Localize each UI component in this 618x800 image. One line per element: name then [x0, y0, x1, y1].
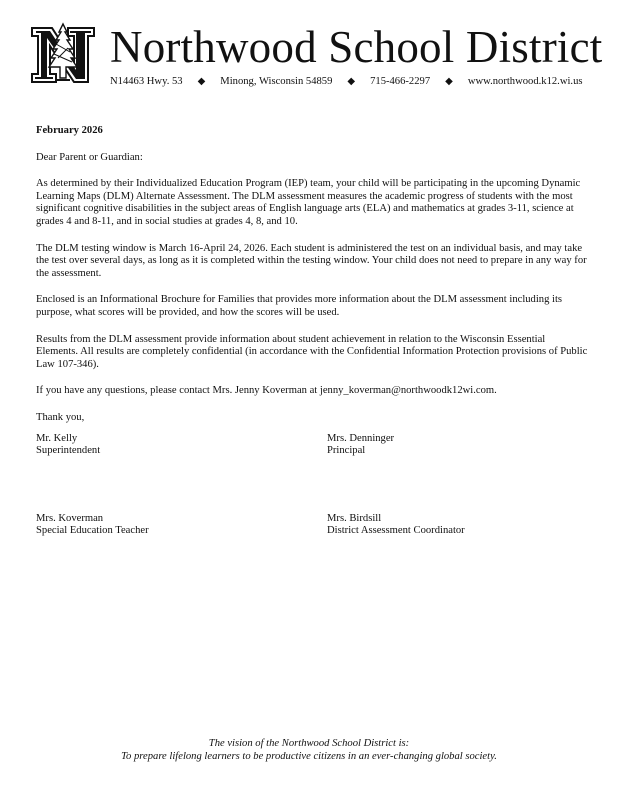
diamond-separator-icon: ◆	[445, 76, 453, 87]
address-line	[110, 76, 583, 87]
vision-statement	[0, 737, 618, 763]
street-address: N14463 Hwy. 53	[110, 76, 183, 87]
signer-name: Mrs. Birdsill	[327, 513, 382, 524]
signature-block	[327, 513, 465, 538]
vision-heading: The vision of the Northwood School District is:	[208, 738, 410, 749]
website-link[interactable]: www.northwood.k12.wi.us	[467, 76, 583, 87]
salutation: Dear Parent or Guardian:	[36, 151, 143, 163]
signature-block	[327, 433, 394, 458]
signer-title: Principal	[327, 445, 366, 457]
closing: Thank you,	[36, 411, 85, 423]
paragraph-results: Results from the DLM assessment provide information about student achievement in relation to the Wisconsin Essential Elements. All results are completely confidential (in accordance with the Confidential Information Protection provisions of Public Law 107-346).	[36, 333, 588, 370]
signer-title: Special Education Teacher	[36, 525, 149, 537]
signer-title: Superintendent	[36, 445, 101, 457]
signer-title: District Assessment Coordinator	[327, 525, 465, 537]
northwood-logo-icon	[30, 22, 96, 88]
phone-number: 715-466-2297	[370, 76, 431, 87]
signature-block	[36, 513, 149, 538]
city-state-zip: Minong, Wisconsin 54859	[220, 76, 333, 87]
signature-block	[36, 433, 100, 458]
letter-body	[36, 125, 588, 439]
paragraph-testing-window: The DLM testing window is March 16-April 24, 2026. Each student is administered the test on an individual basis, and may take the test over several days, as long as it is completed within the testing window. Your child does not need to prepare in any way for the assessment.	[36, 242, 587, 279]
organization-name: Northwood School District	[110, 22, 603, 72]
paragraph-contact: If you have any questions, please contact Mrs. Jenny Koverman at jenny_koverman@northwoodk12wi.com.	[36, 385, 497, 397]
signer-name: Mr. Kelly	[36, 433, 78, 444]
paragraph-brochure: Enclosed is an Informational Brochure for Families that provides more information about the DLM assessment including its purpose, what scores will be provided, and how the scores will be used.	[36, 294, 563, 318]
signer-name: Mrs. Denninger	[327, 433, 395, 444]
diamond-separator-icon: ◆	[347, 76, 356, 87]
paragraph-iep: As determined by their Individualized Education Program (IEP) team, your child will be participating in the upcoming Dynamic Learning Maps (DLM) Alternate Assessment. The DLM assessment measures the academic progress of students with the most significant cognitive disabilities in the subject areas of English language arts (ELA) and mathematics at grades 3-11, science at grades 4 and 8-11, and in social studies at grades 4, 8, and 10.	[36, 178, 581, 227]
signer-name: Mrs. Koverman	[36, 513, 104, 524]
diamond-separator-icon: ◆	[197, 76, 206, 87]
letter-date: February 2026	[36, 125, 103, 136]
vision-text: To prepare lifelong learners to be productive citizens in an ever-changing global society.	[121, 751, 497, 762]
